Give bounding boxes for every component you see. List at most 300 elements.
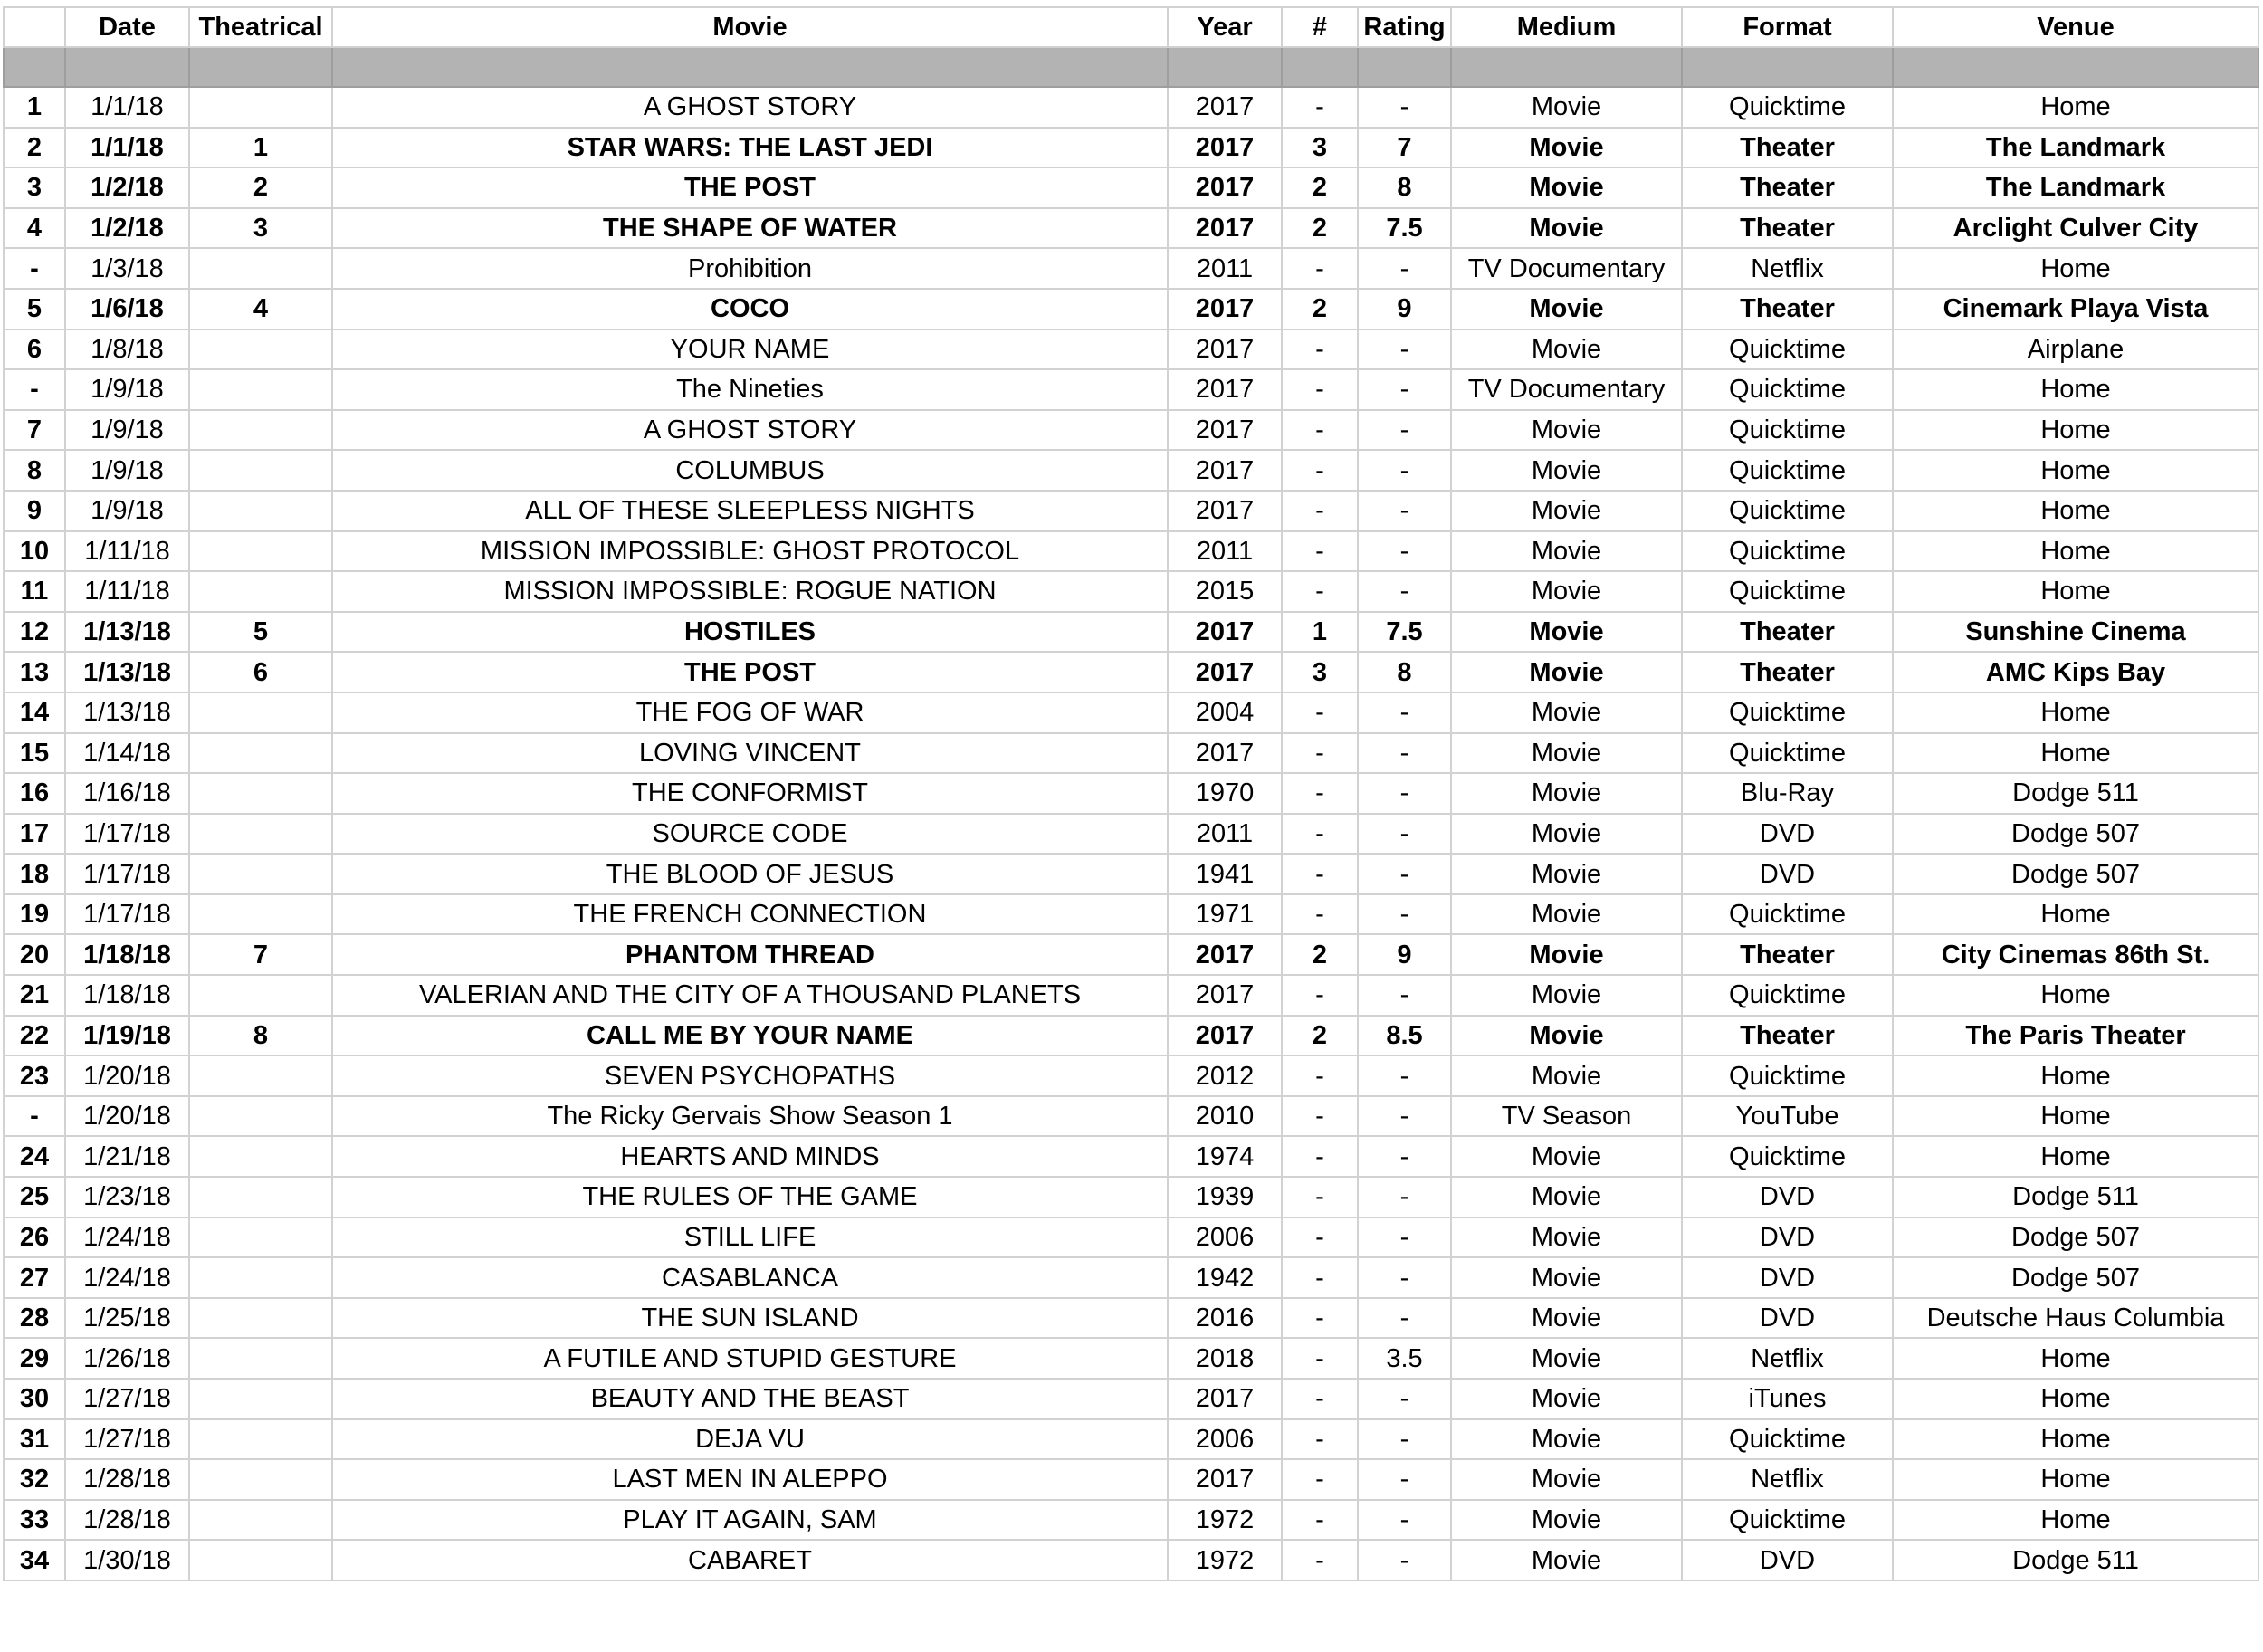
movie-title-cell: HOSTILES <box>332 612 1168 653</box>
count-cell: - <box>1282 1177 1358 1218</box>
row-number-cell: 15 <box>4 733 65 774</box>
rating-cell: - <box>1358 329 1451 370</box>
date-cell: 1/11/18 <box>65 531 189 572</box>
table-row <box>4 1419 2258 1460</box>
header-movie: Movie <box>332 7 1168 47</box>
header-format: Format <box>1682 7 1893 47</box>
year-cell: 2004 <box>1168 692 1282 733</box>
table-row <box>4 87 2258 128</box>
movie-title-cell: THE RULES OF THE GAME <box>332 1177 1168 1218</box>
medium-cell: Movie <box>1451 1540 1682 1580</box>
table-row <box>4 369 2258 410</box>
medium-cell: Movie <box>1451 1016 1682 1056</box>
date-cell: 1/6/18 <box>65 289 189 329</box>
medium-cell: Movie <box>1451 894 1682 935</box>
medium-cell: Movie <box>1451 1298 1682 1339</box>
count-cell: - <box>1282 1136 1358 1177</box>
date-cell: 1/13/18 <box>65 612 189 653</box>
row-number-cell: 30 <box>4 1379 65 1419</box>
date-cell: 1/1/18 <box>65 87 189 128</box>
theatrical-cell <box>189 1379 332 1419</box>
date-cell: 1/27/18 <box>65 1419 189 1460</box>
count-cell: - <box>1282 571 1358 612</box>
date-cell: 1/19/18 <box>65 1016 189 1056</box>
row-number-cell: 12 <box>4 612 65 653</box>
format-cell: DVD <box>1682 814 1893 855</box>
row-number-cell: 1 <box>4 87 65 128</box>
movie-title-cell: PHANTOM THREAD <box>332 934 1168 975</box>
count-cell: - <box>1282 329 1358 370</box>
medium-cell: Movie <box>1451 1218 1682 1258</box>
year-cell: 2017 <box>1168 491 1282 531</box>
row-number-cell: 26 <box>4 1218 65 1258</box>
table-row <box>4 854 2258 894</box>
venue-cell: City Cinemas 86th St. <box>1893 934 2258 975</box>
movie-title-cell: THE SHAPE OF WATER <box>332 208 1168 249</box>
date-cell: 1/25/18 <box>65 1298 189 1339</box>
table-row <box>4 1218 2258 1258</box>
rating-cell: 8 <box>1358 652 1451 692</box>
table-row <box>4 571 2258 612</box>
date-cell: 1/20/18 <box>65 1055 189 1096</box>
rating-cell: - <box>1358 450 1451 491</box>
table-row <box>4 1379 2258 1419</box>
venue-cell: Home <box>1893 248 2258 289</box>
row-number-cell: 6 <box>4 329 65 370</box>
movie-title-cell: SOURCE CODE <box>332 814 1168 855</box>
date-cell: 1/28/18 <box>65 1459 189 1500</box>
table-row <box>4 975 2258 1016</box>
venue-cell: Dodge 511 <box>1893 1177 2258 1218</box>
venue-cell: Dodge 507 <box>1893 854 2258 894</box>
theatrical-cell <box>189 733 332 774</box>
medium-cell: Movie <box>1451 208 1682 249</box>
year-cell: 2017 <box>1168 450 1282 491</box>
count-cell: - <box>1282 1338 1358 1379</box>
row-number-cell: 18 <box>4 854 65 894</box>
theatrical-cell <box>189 773 332 814</box>
movie-title-cell: Prohibition <box>332 248 1168 289</box>
theatrical-cell: 5 <box>189 612 332 653</box>
movie-title-cell: BEAUTY AND THE BEAST <box>332 1379 1168 1419</box>
format-cell: DVD <box>1682 1218 1893 1258</box>
date-cell: 1/28/18 <box>65 1500 189 1541</box>
movie-title-cell: The Ricky Gervais Show Season 1 <box>332 1096 1168 1137</box>
date-cell: 1/9/18 <box>65 491 189 531</box>
format-cell: Quicktime <box>1682 1500 1893 1541</box>
movie-title-cell: THE SUN ISLAND <box>332 1298 1168 1339</box>
medium-cell: Movie <box>1451 612 1682 653</box>
format-cell: Theater <box>1682 289 1893 329</box>
row-number-cell: 23 <box>4 1055 65 1096</box>
format-cell: Quicktime <box>1682 531 1893 572</box>
theatrical-cell <box>189 1257 332 1298</box>
year-cell: 2017 <box>1168 1379 1282 1419</box>
rating-cell: - <box>1358 1500 1451 1541</box>
table-row <box>4 1540 2258 1580</box>
medium-cell: Movie <box>1451 1459 1682 1500</box>
date-cell: 1/11/18 <box>65 571 189 612</box>
row-number-cell: - <box>4 1096 65 1137</box>
movie-title-cell: LOVING VINCENT <box>332 733 1168 774</box>
row-number-cell: 17 <box>4 814 65 855</box>
table-row <box>4 450 2258 491</box>
movie-log-table <box>3 6 2259 1581</box>
count-cell: - <box>1282 894 1358 935</box>
date-cell: 1/9/18 <box>65 410 189 451</box>
band-cell <box>1682 47 1893 87</box>
movie-title-cell: CABARET <box>332 1540 1168 1580</box>
date-cell: 1/1/18 <box>65 128 189 168</box>
count-cell: 2 <box>1282 167 1358 208</box>
year-cell: 2011 <box>1168 531 1282 572</box>
medium-cell: Movie <box>1451 773 1682 814</box>
venue-cell: Home <box>1893 369 2258 410</box>
row-number-cell: 33 <box>4 1500 65 1541</box>
movie-title-cell: STILL LIFE <box>332 1218 1168 1258</box>
row-number-cell: 9 <box>4 491 65 531</box>
theatrical-cell: 4 <box>189 289 332 329</box>
rating-cell: - <box>1358 410 1451 451</box>
venue-cell: AMC Kips Bay <box>1893 652 2258 692</box>
format-cell: Quicktime <box>1682 975 1893 1016</box>
year-cell: 2017 <box>1168 329 1282 370</box>
format-cell: Netflix <box>1682 1338 1893 1379</box>
venue-cell: Home <box>1893 87 2258 128</box>
count-cell: 2 <box>1282 1016 1358 1056</box>
movie-title-cell: THE BLOOD OF JESUS <box>332 854 1168 894</box>
rating-cell: - <box>1358 248 1451 289</box>
medium-cell: Movie <box>1451 1500 1682 1541</box>
movie-title-cell: SEVEN PSYCHOPATHS <box>332 1055 1168 1096</box>
count-cell: - <box>1282 1500 1358 1541</box>
count-cell: - <box>1282 1055 1358 1096</box>
movie-title-cell: VALERIAN AND THE CITY OF A THOUSAND PLANETS <box>332 975 1168 1016</box>
format-cell: Quicktime <box>1682 1419 1893 1460</box>
rating-cell: - <box>1358 1055 1451 1096</box>
header-date: Date <box>65 7 189 47</box>
theatrical-cell <box>189 1459 332 1500</box>
year-cell: 1941 <box>1168 854 1282 894</box>
theatrical-cell <box>189 894 332 935</box>
venue-cell: The Landmark <box>1893 167 2258 208</box>
table-row <box>4 329 2258 370</box>
band-cell <box>1282 47 1358 87</box>
movie-title-cell: STAR WARS: THE LAST JEDI <box>332 128 1168 168</box>
row-number-cell: 8 <box>4 450 65 491</box>
movie-title-cell: THE FRENCH CONNECTION <box>332 894 1168 935</box>
format-cell: Quicktime <box>1682 1136 1893 1177</box>
movie-title-cell: PLAY IT AGAIN, SAM <box>332 1500 1168 1541</box>
header-rownum <box>4 7 65 47</box>
medium-cell: Movie <box>1451 1419 1682 1460</box>
theatrical-cell <box>189 491 332 531</box>
table-row <box>4 289 2258 329</box>
medium-cell: TV Season <box>1451 1096 1682 1137</box>
count-cell: - <box>1282 1218 1358 1258</box>
venue-cell: Deutsche Haus Columbia <box>1893 1298 2258 1339</box>
year-cell: 1971 <box>1168 894 1282 935</box>
movie-title-cell: COCO <box>332 289 1168 329</box>
venue-cell: Home <box>1893 531 2258 572</box>
date-cell: 1/17/18 <box>65 814 189 855</box>
date-cell: 1/13/18 <box>65 652 189 692</box>
format-cell: Quicktime <box>1682 450 1893 491</box>
table-row <box>4 894 2258 935</box>
year-cell: 2017 <box>1168 733 1282 774</box>
medium-cell: Movie <box>1451 87 1682 128</box>
theatrical-cell <box>189 975 332 1016</box>
theatrical-cell <box>189 450 332 491</box>
count-cell: - <box>1282 1540 1358 1580</box>
rating-cell: - <box>1358 1177 1451 1218</box>
theatrical-cell <box>189 854 332 894</box>
venue-cell: Home <box>1893 410 2258 451</box>
format-cell: DVD <box>1682 1177 1893 1218</box>
row-number-cell: - <box>4 248 65 289</box>
venue-cell: Dodge 511 <box>1893 773 2258 814</box>
venue-cell: The Landmark <box>1893 128 2258 168</box>
band-cell <box>1451 47 1682 87</box>
count-cell: 2 <box>1282 934 1358 975</box>
venue-cell: Home <box>1893 894 2258 935</box>
date-cell: 1/30/18 <box>65 1540 189 1580</box>
rating-cell: - <box>1358 1218 1451 1258</box>
count-cell: - <box>1282 1379 1358 1419</box>
venue-cell: Home <box>1893 1459 2258 1500</box>
table-row <box>4 1055 2258 1096</box>
date-cell: 1/13/18 <box>65 692 189 733</box>
medium-cell: Movie <box>1451 1136 1682 1177</box>
theatrical-cell: 2 <box>189 167 332 208</box>
format-cell: YouTube <box>1682 1096 1893 1137</box>
movie-title-cell: CALL ME BY YOUR NAME <box>332 1016 1168 1056</box>
theatrical-cell <box>189 87 332 128</box>
date-cell: 1/18/18 <box>65 934 189 975</box>
date-cell: 1/24/18 <box>65 1257 189 1298</box>
movie-title-cell: THE FOG OF WAR <box>332 692 1168 733</box>
row-number-cell: 2 <box>4 128 65 168</box>
medium-cell: Movie <box>1451 1338 1682 1379</box>
header-theatrical: Theatrical <box>189 7 332 47</box>
medium-cell: Movie <box>1451 571 1682 612</box>
year-cell: 2017 <box>1168 612 1282 653</box>
year-cell: 2017 <box>1168 167 1282 208</box>
row-number-cell: 13 <box>4 652 65 692</box>
format-cell: Blu-Ray <box>1682 773 1893 814</box>
year-cell: 1972 <box>1168 1500 1282 1541</box>
format-cell: Theater <box>1682 652 1893 692</box>
count-cell: - <box>1282 773 1358 814</box>
count-cell: - <box>1282 1419 1358 1460</box>
venue-cell: Home <box>1893 975 2258 1016</box>
band-cell <box>332 47 1168 87</box>
row-number-cell: 16 <box>4 773 65 814</box>
row-number-cell: 19 <box>4 894 65 935</box>
year-cell: 2017 <box>1168 934 1282 975</box>
format-cell: iTunes <box>1682 1379 1893 1419</box>
medium-cell: Movie <box>1451 329 1682 370</box>
rating-cell: 7 <box>1358 128 1451 168</box>
row-number-cell: 10 <box>4 531 65 572</box>
movie-title-cell: MISSION IMPOSSIBLE: GHOST PROTOCOL <box>332 531 1168 572</box>
year-cell: 2015 <box>1168 571 1282 612</box>
row-number-cell: 22 <box>4 1016 65 1056</box>
venue-cell: Home <box>1893 1419 2258 1460</box>
venue-cell: Airplane <box>1893 329 2258 370</box>
row-number-cell: 4 <box>4 208 65 249</box>
header-row <box>4 7 2258 47</box>
venue-cell: Home <box>1893 733 2258 774</box>
movie-title-cell: YOUR NAME <box>332 329 1168 370</box>
year-cell: 2017 <box>1168 87 1282 128</box>
rating-cell: - <box>1358 1136 1451 1177</box>
year-cell: 2006 <box>1168 1218 1282 1258</box>
movie-title-cell: HEARTS AND MINDS <box>332 1136 1168 1177</box>
band-cell <box>1893 47 2258 87</box>
separator-band-row <box>4 47 2258 87</box>
format-cell: Quicktime <box>1682 894 1893 935</box>
count-cell: - <box>1282 1096 1358 1137</box>
rating-cell: 8 <box>1358 167 1451 208</box>
count-cell: 1 <box>1282 612 1358 653</box>
theatrical-cell <box>189 531 332 572</box>
year-cell: 2017 <box>1168 289 1282 329</box>
venue-cell: The Paris Theater <box>1893 1016 2258 1056</box>
count-cell: - <box>1282 692 1358 733</box>
theatrical-cell <box>189 1338 332 1379</box>
venue-cell: Cinemark Playa Vista <box>1893 289 2258 329</box>
date-cell: 1/20/18 <box>65 1096 189 1137</box>
count-cell: - <box>1282 248 1358 289</box>
count-cell: - <box>1282 733 1358 774</box>
venue-cell: Home <box>1893 571 2258 612</box>
year-cell: 1974 <box>1168 1136 1282 1177</box>
format-cell: Netflix <box>1682 248 1893 289</box>
format-cell: Quicktime <box>1682 692 1893 733</box>
year-cell: 2012 <box>1168 1055 1282 1096</box>
date-cell: 1/2/18 <box>65 167 189 208</box>
format-cell: Theater <box>1682 128 1893 168</box>
medium-cell: Movie <box>1451 652 1682 692</box>
rating-cell: - <box>1358 814 1451 855</box>
year-cell: 2006 <box>1168 1419 1282 1460</box>
table-row <box>4 1298 2258 1339</box>
date-cell: 1/9/18 <box>65 369 189 410</box>
format-cell: DVD <box>1682 854 1893 894</box>
theatrical-cell <box>189 1500 332 1541</box>
band-cell <box>65 47 189 87</box>
medium-cell: Movie <box>1451 167 1682 208</box>
venue-cell: Home <box>1893 1136 2258 1177</box>
header-medium: Medium <box>1451 7 1682 47</box>
venue-cell: Home <box>1893 692 2258 733</box>
year-cell: 2016 <box>1168 1298 1282 1339</box>
year-cell: 2017 <box>1168 1459 1282 1500</box>
theatrical-cell <box>189 1218 332 1258</box>
theatrical-cell <box>189 692 332 733</box>
row-number-cell: 31 <box>4 1419 65 1460</box>
medium-cell: Movie <box>1451 814 1682 855</box>
movie-title-cell: CASABLANCA <box>332 1257 1168 1298</box>
table-row <box>4 410 2258 451</box>
format-cell: Quicktime <box>1682 87 1893 128</box>
format-cell: Theater <box>1682 208 1893 249</box>
format-cell: Theater <box>1682 167 1893 208</box>
date-cell: 1/23/18 <box>65 1177 189 1218</box>
movie-title-cell: THE POST <box>332 167 1168 208</box>
theatrical-cell: 6 <box>189 652 332 692</box>
count-cell: - <box>1282 1298 1358 1339</box>
venue-cell: Arclight Culver City <box>1893 208 2258 249</box>
medium-cell: Movie <box>1451 975 1682 1016</box>
row-number-cell: 20 <box>4 934 65 975</box>
band-cell <box>1168 47 1282 87</box>
theatrical-cell <box>189 410 332 451</box>
format-cell: DVD <box>1682 1540 1893 1580</box>
venue-cell: Home <box>1893 491 2258 531</box>
theatrical-cell: 8 <box>189 1016 332 1056</box>
date-cell: 1/8/18 <box>65 329 189 370</box>
rating-cell: 7.5 <box>1358 208 1451 249</box>
rating-cell: - <box>1358 571 1451 612</box>
rating-cell: - <box>1358 1459 1451 1500</box>
header-year: Year <box>1168 7 1282 47</box>
format-cell: Netflix <box>1682 1459 1893 1500</box>
row-number-cell: 14 <box>4 692 65 733</box>
theatrical-cell <box>189 1177 332 1218</box>
table-row <box>4 1016 2258 1056</box>
rating-cell: - <box>1358 692 1451 733</box>
theatrical-cell <box>189 248 332 289</box>
row-number-cell: 7 <box>4 410 65 451</box>
row-number-cell: - <box>4 369 65 410</box>
medium-cell: Movie <box>1451 733 1682 774</box>
row-number-cell: 25 <box>4 1177 65 1218</box>
movie-title-cell: MISSION IMPOSSIBLE: ROGUE NATION <box>332 571 1168 612</box>
count-cell: - <box>1282 854 1358 894</box>
rating-cell: - <box>1358 733 1451 774</box>
movie-title-cell: A GHOST STORY <box>332 87 1168 128</box>
rating-cell: - <box>1358 1096 1451 1137</box>
format-cell: Quicktime <box>1682 329 1893 370</box>
row-number-cell: 3 <box>4 167 65 208</box>
rating-cell: - <box>1358 531 1451 572</box>
rating-cell: - <box>1358 1419 1451 1460</box>
rating-cell: - <box>1358 1540 1451 1580</box>
rating-cell: - <box>1358 87 1451 128</box>
venue-cell: Dodge 507 <box>1893 1218 2258 1258</box>
rating-cell: - <box>1358 1298 1451 1339</box>
format-cell: DVD <box>1682 1257 1893 1298</box>
format-cell: Quicktime <box>1682 491 1893 531</box>
band-cell <box>4 47 65 87</box>
count-cell: - <box>1282 1257 1358 1298</box>
header-rating: Rating <box>1358 7 1451 47</box>
row-number-cell: 32 <box>4 1459 65 1500</box>
row-number-cell: 5 <box>4 289 65 329</box>
medium-cell: Movie <box>1451 934 1682 975</box>
year-cell: 2017 <box>1168 369 1282 410</box>
row-number-cell: 27 <box>4 1257 65 1298</box>
year-cell: 2017 <box>1168 128 1282 168</box>
rating-cell: - <box>1358 491 1451 531</box>
format-cell: Quicktime <box>1682 571 1893 612</box>
header-count: # <box>1282 7 1358 47</box>
format-cell: Quicktime <box>1682 733 1893 774</box>
count-cell: 2 <box>1282 289 1358 329</box>
table-row <box>4 128 2258 168</box>
